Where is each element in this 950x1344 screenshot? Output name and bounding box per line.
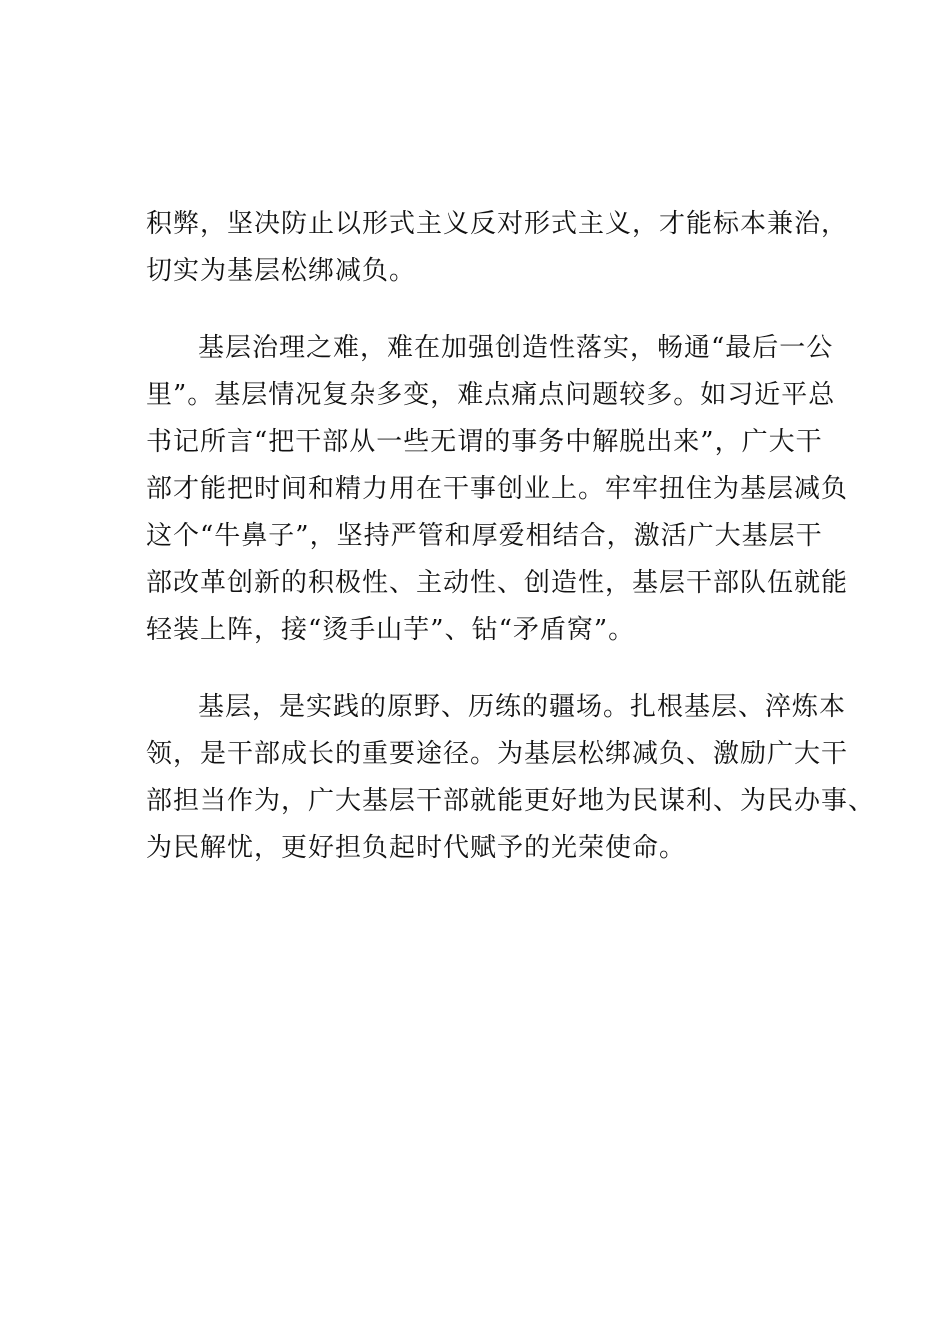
paragraph-line: 基层治理之难，难在加强创造性落实，畅通“最后一公: [198, 333, 834, 363]
paragraph-line: 部改革创新的积极性、主动性、创造性，基层干部队伍就能: [146, 568, 849, 598]
paragraph-spacer: [146, 295, 826, 325]
paragraph-line: 积弊，坚决防止以形式主义反对形式主义，才能标本兼治，: [146, 209, 849, 239]
paragraph-line: 书记所言“把干部从一些无谓的事务中解脱出来”，广大干: [146, 427, 823, 457]
paragraph-line: 为民解忧，更好担负起时代赋予的光荣使命。: [146, 833, 687, 863]
paragraph-line: 领，是干部成长的重要途径。为基层松绑减负、激励广大干: [146, 739, 849, 769]
paragraph-line: 基层，是实践的原野、历练的疆场。扎根基层、淬炼本: [198, 692, 847, 722]
paragraph-line: 这个“牛鼻子”，坚持严管和厚爱相结合，激活广大基层干: [146, 521, 823, 551]
paragraph-line: 部担当作为，广大基层干部就能更好地为民谋利、为民办事、: [146, 786, 876, 816]
paragraph-3: [146, 684, 876, 872]
paragraph-line: 切实为基层松绑减负。: [146, 256, 417, 286]
paragraph-line: 里”。基层情况复杂多变，难点痛点问题较多。如习近平总: [146, 380, 836, 410]
paragraph-spacer: [146, 654, 826, 684]
paragraph-2: [146, 325, 849, 654]
paragraph-1: [146, 201, 849, 295]
paragraph-line: 部才能把时间和精力用在干事创业上。牢牢扭住为基层减负: [146, 474, 849, 504]
document-body: [146, 201, 876, 872]
paragraph-line: 轻装上阵，接“烫手山芋”、钻“矛盾窝”。: [146, 615, 636, 645]
